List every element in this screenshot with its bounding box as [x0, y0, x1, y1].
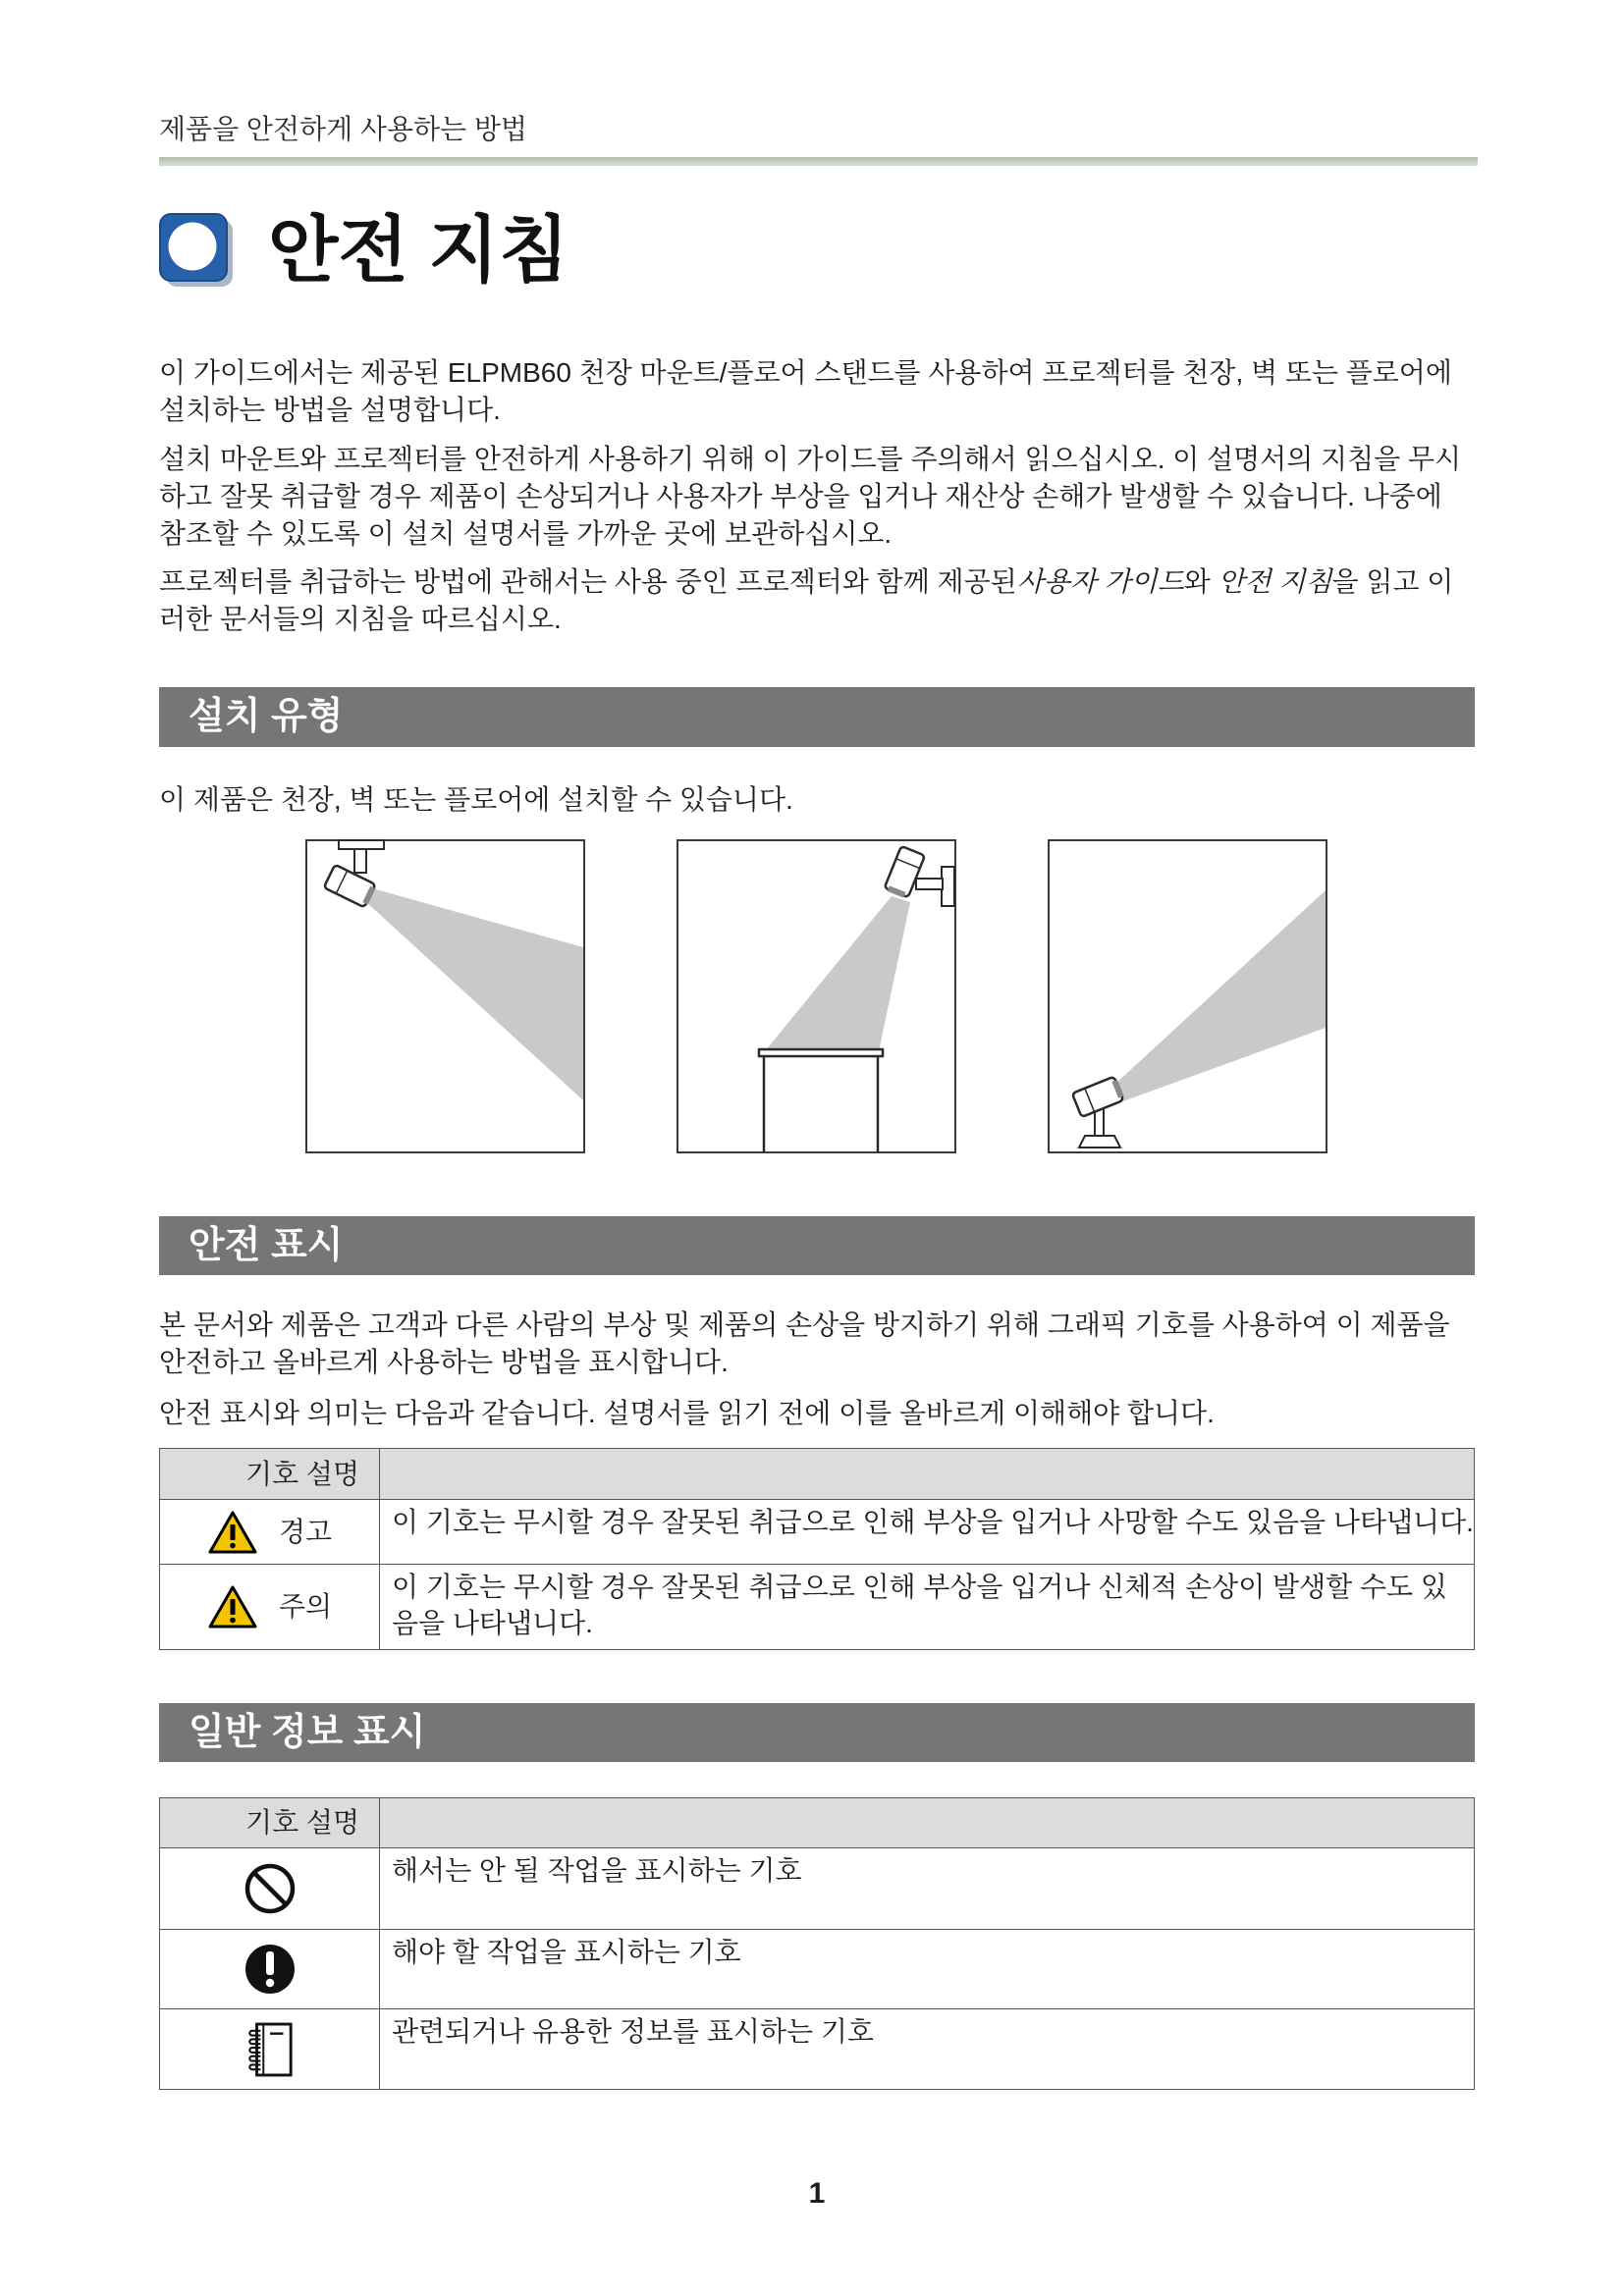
caution-label: 주의 [278, 1591, 333, 1622]
safety-paragraph-2: 안전 표시와 의미는 다음과 같습니다. 설명서를 읽기 전에 이를 올바르게 이해해야 합니다. [159, 1398, 1215, 1428]
title-bullet-icon [159, 213, 234, 288]
symbol-cell [160, 1565, 380, 1650]
installation-illustrations [159, 839, 1475, 1153]
warning-description: 이 기호는 무시할 경우 잘못된 취급으로 인해 부상을 입거나 사망할 수도 있음을 나타냅니다. [380, 1500, 1475, 1565]
user-guide-doc-title: 사용자 가이드 [1016, 566, 1184, 597]
floor-stand-illustration [1048, 839, 1327, 1153]
prohibited-icon [244, 1862, 297, 1915]
page-title: 안전 지침 [268, 209, 569, 291]
table-row [160, 2009, 1475, 2090]
ceiling-mount-illustration [305, 839, 585, 1153]
page-title-row [159, 206, 1475, 294]
intro-paragraph-3 [159, 563, 1475, 638]
table-row [160, 1930, 1475, 2009]
wall-mount-illustration [677, 839, 956, 1153]
installation-text: 이 제품은 천장, 벽 또는 플로어에 설치할 수 있습니다. [159, 784, 793, 815]
section-heading-general-info: 일반 정보 표시 [159, 1703, 1475, 1762]
table-row [160, 1565, 1475, 1650]
intro-p3-text-after: 을 읽고 이러한 문서들의 지침을 따르십시오. [159, 566, 1454, 634]
symbol-cell [160, 1930, 380, 2009]
mandatory-action-description: 해야 할 작업을 표시하는 기호 [380, 1930, 1475, 2009]
safety-symbols-table [159, 1448, 1475, 1650]
symbol-cell [160, 1848, 380, 1930]
document-body [159, 206, 1475, 2090]
mandatory-action-icon [244, 1943, 297, 1996]
table-header-symbol-description: 기호 설명 [160, 1449, 380, 1500]
table-header-empty [380, 1798, 1475, 1848]
intro-paragraph-1: 이 가이드에서는 제공된 ELPMB60 천장 마운트/플로어 스탠드를 사용하여 프로젝터를 천장, 벽 또는 플로어에 설치하는 방법을 설명합니다. [159, 357, 1452, 425]
section-heading-safety: 안전 표시 [159, 1216, 1475, 1275]
warning-triangle-icon [207, 1584, 258, 1629]
symbol-cell [160, 1500, 380, 1565]
prohibited-description: 해서는 안 될 작업을 표시하는 기호 [380, 1848, 1475, 1930]
warning-triangle-icon [207, 1510, 258, 1555]
general-symbols-table [159, 1797, 1475, 2090]
note-icon [245, 2020, 295, 2079]
intro-p3-text-before: 프로젝터를 취급하는 방법에 관해서는 사용 중인 프로젝터와 함께 제공된 [159, 566, 1017, 597]
table-header-empty [380, 1449, 1475, 1500]
table-row [160, 1848, 1475, 1930]
symbol-cell [160, 2009, 380, 2090]
note-description: 관련되거나 유용한 정보를 표시하는 기호 [380, 2009, 1475, 2090]
safety-paragraph-1: 본 문서와 제품은 고객과 다른 사람의 부상 및 제품의 손상을 방지하기 위해 그래픽 기호를 사용하여 이 제품을 안전하고 올바르게 사용하는 방법을 표시합니다. [159, 1309, 1450, 1377]
header-rule [159, 157, 1478, 166]
table-header-symbol-description: 기호 설명 [160, 1798, 380, 1848]
intro-paragraph-2: 설치 마운트와 프로젝터를 안전하게 사용하기 위해 이 가이드를 주의해서 읽으십시오. 이 설명서의 지침을 무시하고 잘못 취급할 경우 제품이 손상되거나 사용자가 부상을 입거나 재산상 손해가 발생할 수 있습니다. 나중에 참조할 수 있도록 이 설치 설명서를 가까운 곳에 보관하십시오. [159, 444, 1462, 549]
safety-instructions-doc-title: 안전 지침 [1218, 566, 1332, 597]
running-header-title: 제품을 안전하게 사용하는 방법 [159, 114, 527, 144]
table-header-row [160, 1449, 1475, 1500]
section-heading-installation: 설치 유형 [159, 687, 1475, 747]
intro-p3-text-mid: 와 [1183, 566, 1218, 597]
table-row [160, 1500, 1475, 1565]
table-header-row [160, 1798, 1475, 1848]
warning-label: 경고 [278, 1516, 333, 1547]
page-number: 1 [808, 2177, 826, 2210]
caution-description: 이 기호는 무시할 경우 잘못된 취급으로 인해 부상을 입거나 신체적 손상이 발생할 수도 있음을 나타냅니다. [380, 1565, 1475, 1650]
